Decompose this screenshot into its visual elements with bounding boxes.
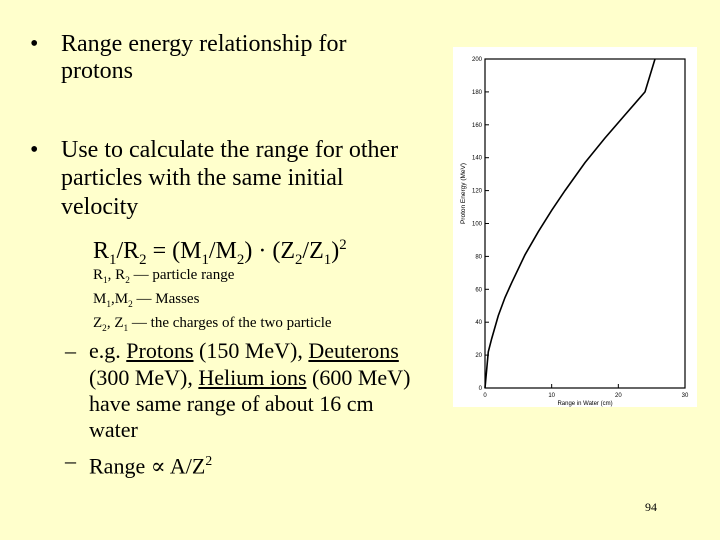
example-line-1 (89, 338, 399, 363)
range-energy-chart (453, 47, 697, 407)
y-tick-label: 200 (471, 57, 482, 63)
formula-sub: 2 (236, 251, 245, 268)
def-sub: 1 (123, 324, 129, 334)
bullet-1-symbol: • (30, 31, 39, 57)
definition-range (93, 266, 234, 290)
example-line-4: water (89, 417, 138, 442)
plot-frame (485, 59, 685, 388)
proportional-symbol: ∝ (150, 453, 166, 479)
y-tick-label: 180 (471, 89, 482, 96)
formula-sub: 1 (323, 251, 332, 268)
formula-sub: 1 (109, 251, 117, 268)
x-tick-label: 10 (548, 393, 556, 399)
y-tick-label: 40 (475, 320, 482, 327)
def-part: , R (107, 267, 126, 283)
y-tick-label: 80 (475, 254, 482, 261)
def-part: M (93, 291, 107, 307)
formula-sub: 2 (139, 251, 147, 268)
formula-part: R (93, 238, 110, 264)
range-text: A/Z (165, 453, 206, 479)
x-tick-label: 20 (614, 393, 622, 399)
formula-part: /M (208, 238, 237, 264)
y-tick-label: 60 (475, 287, 482, 294)
x-tick-label: 0 (483, 393, 487, 399)
helium-link: Helium ions (198, 365, 307, 390)
formula-part: / (116, 238, 124, 264)
definition-charges (93, 314, 332, 338)
def-sub: 1 (103, 276, 108, 286)
example-text: (300 MeV), (89, 365, 199, 390)
formula-part: /Z (302, 238, 324, 264)
formula-sub: 2 (294, 251, 303, 268)
series-line (485, 59, 655, 388)
def-part: ,M (111, 291, 129, 307)
x-tick-label: 30 (681, 393, 689, 399)
example-line-2 (89, 365, 410, 390)
deuterons-link: Deuterons (308, 338, 399, 363)
definition-masses (93, 290, 199, 314)
example-text: (600 MeV) (306, 365, 411, 390)
range-proportionality (89, 448, 212, 478)
formula-sup: 2 (339, 237, 347, 253)
range-text: Range (89, 453, 151, 479)
def-part: , Z (106, 315, 124, 331)
example-text: e.g. (89, 338, 127, 363)
sub-bullet-dash-2: – (65, 448, 76, 473)
example-line-3: have same range of about 16 cm (89, 391, 374, 416)
bullet-1-line-2: protons (61, 58, 133, 84)
def-sub: 2 (128, 300, 133, 310)
bullet-2-symbol: • (30, 137, 39, 163)
y-tick-label: 100 (471, 221, 482, 228)
formula-part: ) · (Z (244, 238, 295, 264)
formula-part: R (123, 238, 140, 264)
def-part: Z (93, 315, 103, 331)
sub-bullet-dash-1: – (65, 338, 76, 363)
y-tick-label: 140 (471, 155, 482, 162)
y-tick-label: 20 (475, 353, 482, 360)
def-part: — Masses (132, 291, 200, 307)
def-sub: 1 (106, 300, 111, 310)
bullet-1-line-1: Range energy relationship for (61, 31, 347, 57)
def-part: — the charges of the two particle (128, 315, 332, 331)
def-part: — particle range (129, 267, 235, 283)
formula-part: = (M (146, 238, 202, 264)
formula-sub: 1 (201, 251, 209, 268)
y-tick-label: 120 (471, 188, 482, 195)
page-number: 94 (645, 500, 657, 514)
protons-link: Protons (126, 338, 194, 363)
def-sub: 2 (125, 276, 130, 286)
def-part: R (93, 267, 104, 283)
bullet-2-line-2: particles with the same initial (61, 165, 344, 191)
formula-part: ) (331, 238, 340, 264)
y-axis-label: Proton Energy (MeV) (460, 162, 467, 225)
example-text: (150 MeV), (193, 338, 309, 363)
y-tick-label: 0 (478, 386, 482, 392)
bullet-2-line-3: velocity (61, 194, 139, 220)
bullet-2-line-1: Use to calculate the range for other (61, 137, 399, 163)
range-sup: 2 (205, 453, 213, 468)
def-sub: 2 (102, 324, 107, 334)
x-axis-label: Range in Water (cm) (557, 401, 613, 407)
y-tick-label: 160 (471, 122, 482, 129)
